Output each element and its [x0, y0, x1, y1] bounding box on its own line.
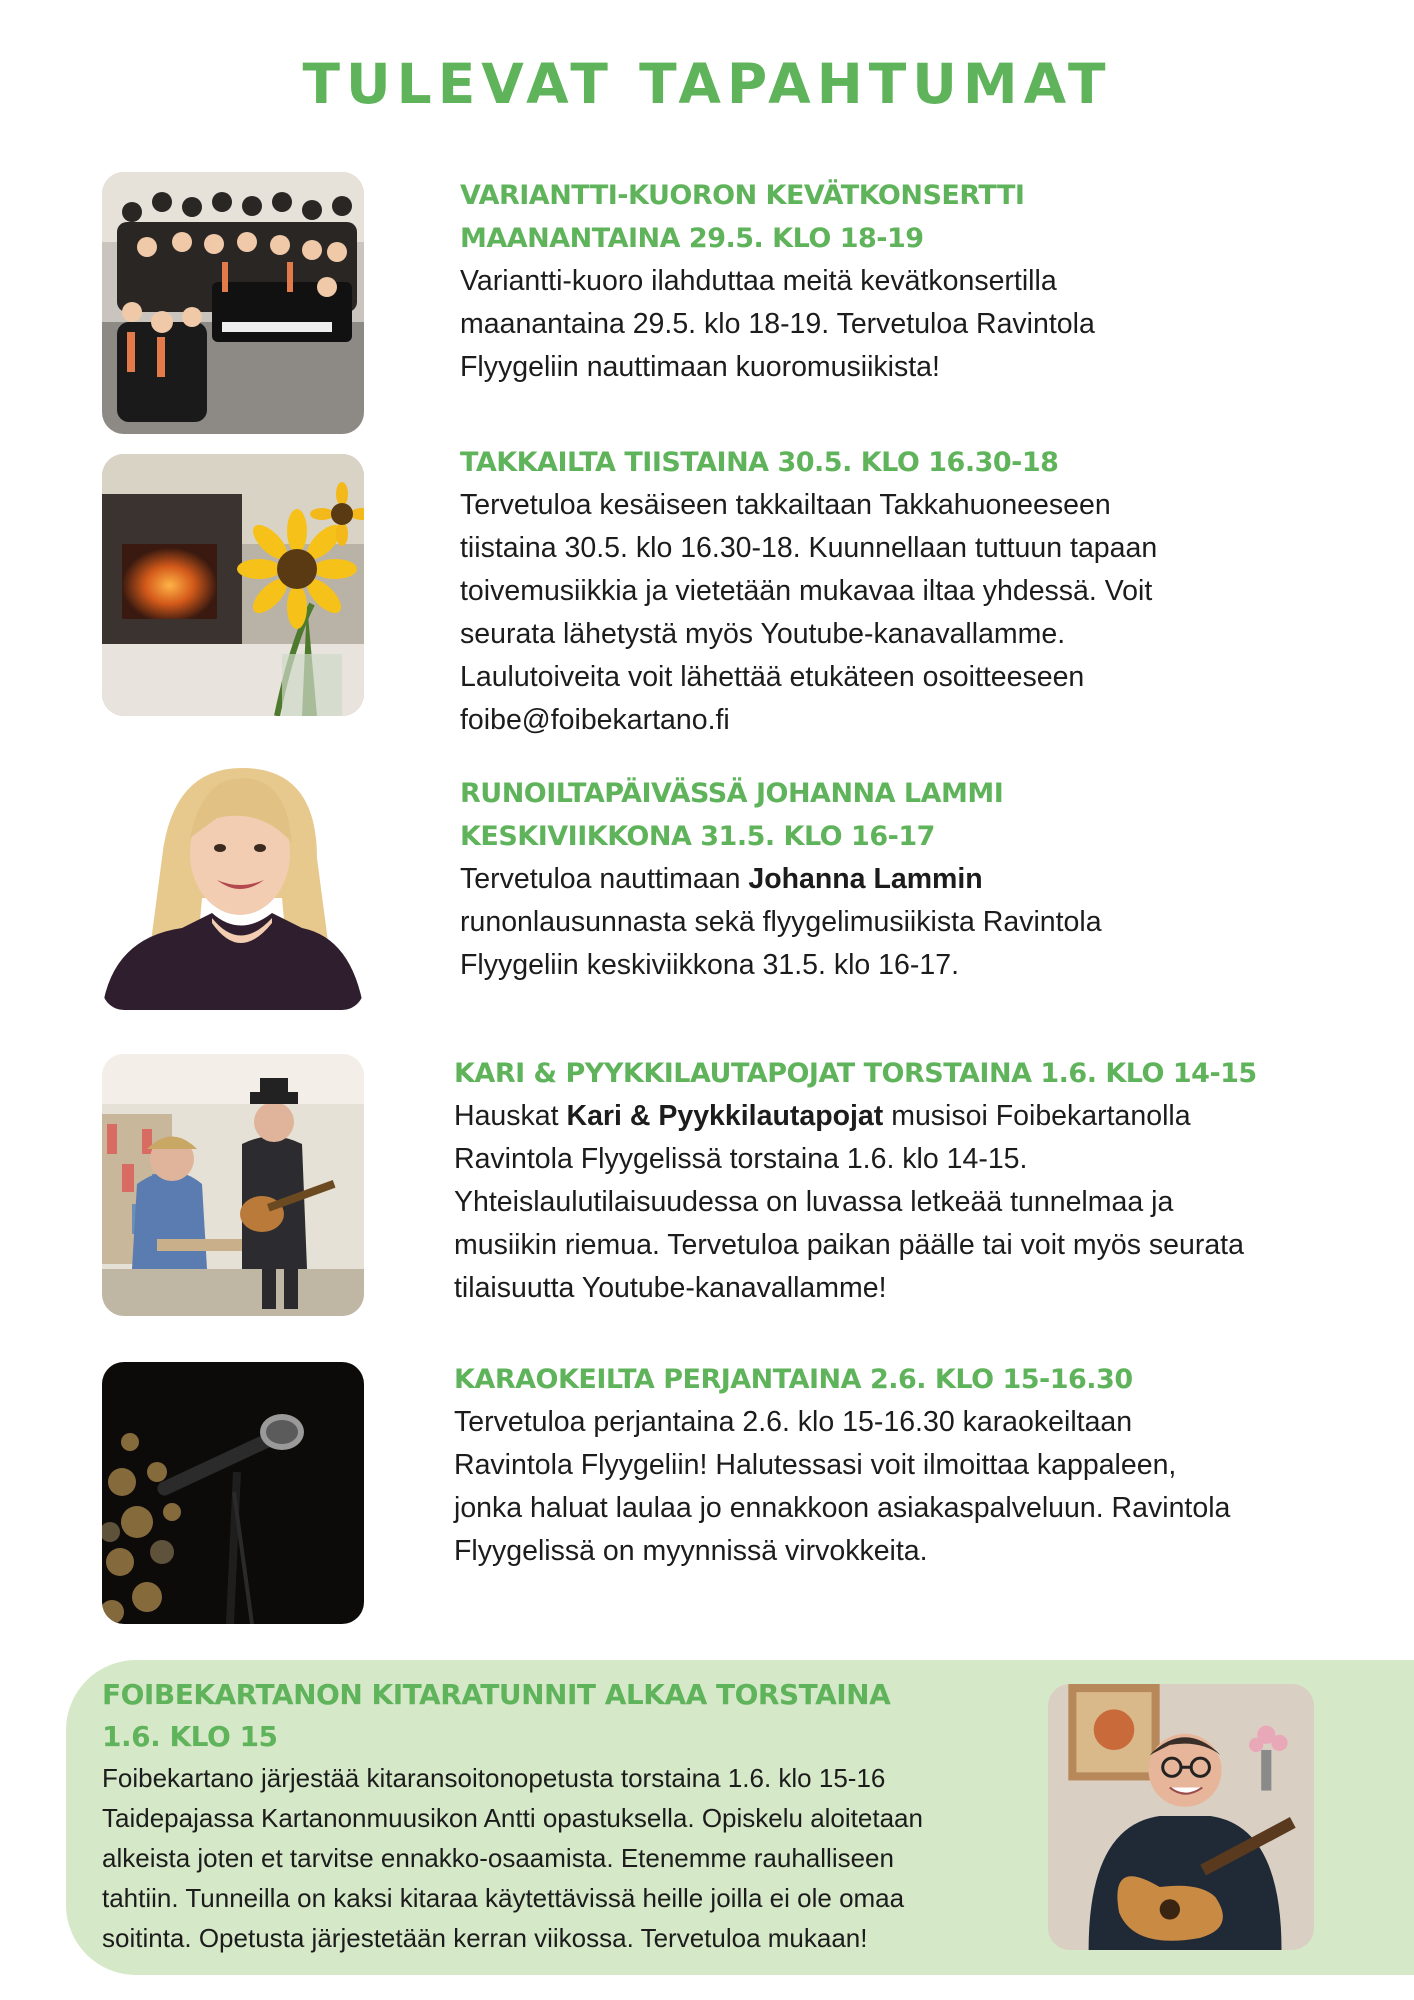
banner-body: alkeista joten et tarvitse ennakko-osaamista. Etenemme rauhalliseen	[102, 1843, 894, 1873]
event-heading: KARAOKEILTA PERJANTAINA 2.6. KLO 15-16.30	[454, 1364, 1133, 1395]
event-text: Tervetuloa perjantaina 2.6. klo 15-16.30 karaokeiltaan	[454, 1406, 1133, 1438]
event-text: Yhteislaulutilaisuudessa on luvassa letkeää tunnelmaa ja	[454, 1186, 1174, 1218]
event-text-part: Tervetuloa nauttimaan	[460, 863, 749, 895]
banner-body: Taidepajassa Kartanonmuusikon Antti opastuksella. Opiskelu aloitetaan	[102, 1803, 923, 1833]
event-text: seurata lähetystä myös Youtube-kanavallamme.	[460, 618, 1066, 650]
banner-heading: FOIBEKARTANON KITARATUNNIT ALKAA TORSTAINA	[102, 1678, 891, 1711]
event-poetry	[460, 772, 1102, 987]
event-heading: VARIANTTI-KUORON KEVÄTKONSERTTI	[460, 180, 1025, 211]
poet-photo	[102, 748, 364, 1010]
banner-heading: 1.6. KLO 15	[102, 1720, 278, 1753]
banner-body: tahtiin. Tunneilla on kaksi kitaraa käytettävissä heille joilla ei ole omaa	[102, 1883, 905, 1913]
choir-photo	[102, 172, 364, 434]
event-text: Ravintola Flyygeliin! Halutessasi voit ilmoittaa kappaleen,	[454, 1449, 1177, 1481]
fireplace-photo	[102, 454, 364, 716]
band-photo	[102, 1054, 364, 1316]
event-karaoke	[454, 1358, 1230, 1573]
event-band	[454, 1052, 1257, 1310]
event-heading: KARI & PYYKKILAUTAPOJAT TORSTAINA 1.6. KLO 14-15	[454, 1058, 1257, 1089]
event-text: Tervetuloa kesäiseen takkailtaan Takkahuoneeseen	[460, 489, 1111, 521]
event-text	[460, 858, 1102, 901]
event-text: Flyygeliin nauttimaan kuoromusiikista!	[460, 351, 940, 383]
event-text: tiistaina 30.5. klo 16.30-18. Kuunnellaan tuttuun tapaan	[460, 532, 1158, 564]
event-text: jonka haluat laulaa jo ennakkoon asiakaspalveluun. Ravintola	[454, 1492, 1231, 1524]
event-text: foibe@foibekartano.fi	[460, 704, 730, 736]
microphone-photo	[102, 1362, 364, 1624]
guitar-teacher-photo	[1048, 1684, 1314, 1950]
guitar-lessons-banner	[66, 1660, 1414, 1975]
event-text: Laulutoiveita voit lähettää etukäteen osoitteeseen	[460, 661, 1085, 693]
event-text: Variantti-kuoro ilahduttaa meitä kevätkonsertilla	[460, 265, 1057, 297]
event-text: Flyygelissä on myynnissä virvokkeita.	[454, 1535, 928, 1567]
event-heading: RUNOILTAPÄIVÄSSÄ JOHANNA LAMMI	[460, 778, 1004, 809]
event-heading: TAKKAILTA TIISTAINA 30.5. KLO 16.30-18	[460, 447, 1059, 478]
banner-text	[102, 1674, 923, 1958]
banner-body: Foibekartano järjestää kitaransoitonopetusta torstaina 1.6. klo 15-16	[102, 1763, 886, 1793]
event-text-part: musisoi Foibekartanolla	[883, 1100, 1191, 1132]
event-text-part: Hauskat	[454, 1100, 567, 1132]
event-heading: MAANANTAINA 29.5. KLO 18-19	[460, 223, 924, 254]
event-text: musiikin riemua. Tervetuloa paikan päälle tai voit myös seurata	[454, 1229, 1244, 1261]
event-heading: KESKIVIIKKONA 31.5. KLO 16-17	[460, 821, 935, 852]
event-text: Flyygeliin keskiviikkona 31.5. klo 16-17.	[460, 949, 959, 981]
event-text: maanantaina 29.5. klo 18-19. Tervetuloa Ravintola	[460, 308, 1095, 340]
page-title: TULEVAT TAPAHTUMAT	[302, 52, 1112, 116]
performer-name: Kari & Pyykkilautapojat	[566, 1100, 884, 1132]
event-choir	[460, 174, 1095, 389]
event-text: toivemusiikkia ja vietetään mukavaa iltaa yhdessä. Voit	[460, 575, 1153, 607]
banner-body: soitinta. Opetusta järjestetään kerran viikossa. Tervetuloa mukaan!	[102, 1923, 868, 1953]
event-text: Ravintola Flyygelissä torstaina 1.6. klo 14-15.	[454, 1143, 1028, 1175]
event-text: runonlausunnasta sekä flyygelimusiikista Ravintola	[460, 906, 1102, 938]
event-text: tilaisuutta Youtube-kanavallamme!	[454, 1272, 887, 1304]
event-fireplace	[460, 441, 1157, 742]
event-text	[454, 1095, 1257, 1138]
performer-name: Johanna Lammin	[748, 863, 983, 895]
